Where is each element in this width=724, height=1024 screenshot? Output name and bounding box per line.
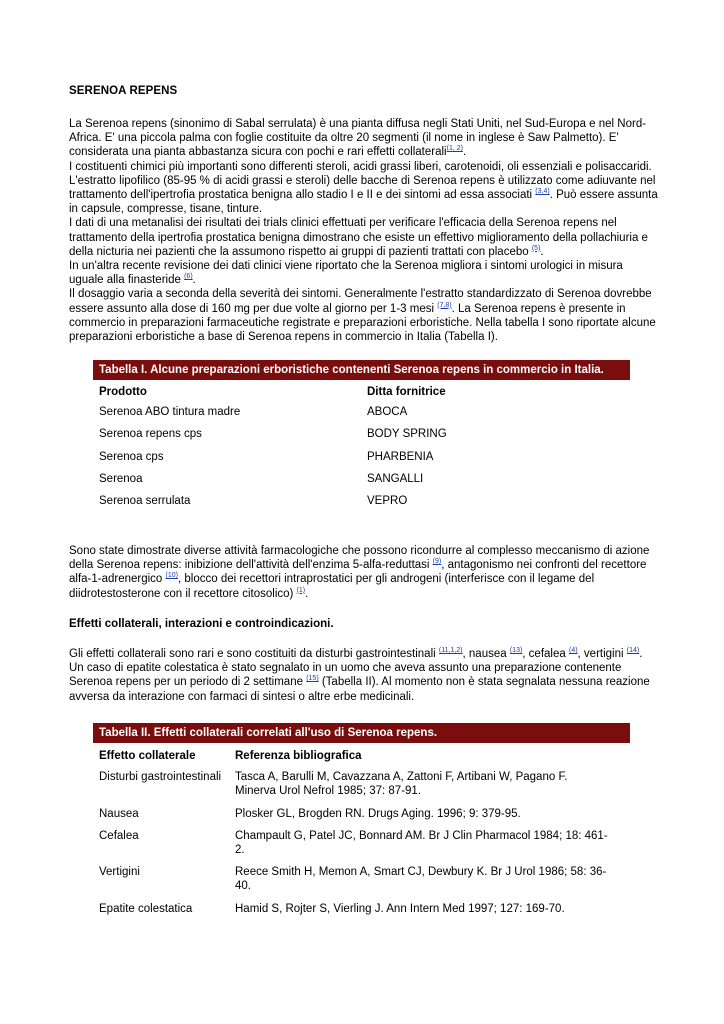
paragraph-text: , nausea: [462, 648, 507, 660]
table-2-header-reference: Referenza bibliografica: [235, 750, 362, 762]
table-2-header-effect: Effetto collaterale: [99, 750, 196, 762]
table-cell: VEPRO: [367, 495, 408, 508]
table-cell: Nausea: [99, 807, 139, 820]
citation-link[interactable]: (9): [432, 558, 442, 566]
citation-link[interactable]: (3,4): [535, 188, 550, 196]
table-cell: Vertigini: [99, 866, 140, 879]
paragraph-text: .: [305, 587, 309, 600]
table-cell: Serenoa repens cps: [99, 428, 202, 441]
paragraph-text: La Serenoa repens (sinonimo di Sabal serrulata) è una pianta diffusa negli Stati Uniti, nel Sud-Europa e nel Nord-Africa. E' una piccola palma con foglie costituite da oltre 20 segmenti (il nome in inglese è Saw Palmetto). E' considerata una pianta abbastanza sicura con pochi e rari effetti collaterali: [69, 118, 647, 159]
table-1-header-product: Prodotto: [99, 386, 147, 398]
citation-link[interactable]: (6): [184, 273, 193, 281]
table-cell: Serenoa ABO tintura madre: [99, 406, 241, 419]
paragraph-text: , vertigini: [577, 648, 624, 660]
paragraph-text: , cefalea: [522, 648, 566, 660]
paragraph-text: I costituenti chimici più importanti sono differenti steroli, acidi grassi liberi, carotenoidi, oli essenziali e polisaccaridi. L'estratto lipofilico (85-95 % di acidi grassi e steroli) delle bacche di Serenoa repens è utilizzato come adiuvante nel trattamento dell'ipertrofia prostatica benigna allo stadio I e II e dei sintomi ad essa associati: [69, 160, 656, 202]
table-row: [93, 450, 630, 472]
paragraph-text: Gli effetti collaterali sono rari e sono costituiti da disturbi gastrointestinali: [69, 648, 436, 660]
paragraph-text: I dati di una metanalisi dei risultati dei trials clinici effettuati per verificare l'efficacia della Serenoa repens nel trattamento della ipertrofia prostatica benigna dimostrano che esiste un effettivo miglioramento della pollachiuria e della nicturia nei pazienti che la assumono rispetto ai gruppi di pazienti trattati con placebo: [69, 217, 648, 258]
paragraph-text: (Tabella II). Al momento non è stata segnalata nessuna reazione avversa da interazione con farmaci di sintesi o altre erbe medicinali.: [69, 676, 650, 703]
table-cell: Champault G, Patel JC, Bonnard AM. Br J Clin Pharmacol 1984; 18: 461-2.: [235, 829, 608, 857]
table-cell: Hamid S, Rojter S, Vierling J. Ann Intern Med 1997; 127: 169-70.: [235, 902, 565, 915]
table-cell: Plosker GL, Brogden RN. Drugs Aging. 1996; 9: 379-95.: [235, 807, 521, 820]
table-cell: ABOCA: [367, 406, 408, 419]
table-row: [93, 427, 630, 449]
document-title: SERENOA REPENS: [69, 85, 178, 97]
table-row: [93, 472, 630, 494]
table-2: [93, 723, 630, 916]
table-2-caption: Tabella II. Effetti collaterali correlati all'uso di Serenoa repens.: [93, 723, 630, 743]
table-cell: BODY SPRING: [367, 428, 447, 441]
mechanism-paragraph: [69, 544, 659, 601]
citation-link[interactable]: (13): [509, 647, 523, 654]
paragraph-text: .: [462, 146, 467, 159]
table-row: [93, 494, 630, 508]
table-1-header-supplier: Ditta fornitrice: [367, 386, 446, 398]
paragraph-text: , antagonismo nei confronti del recettore alfa-1-adrenergico: [69, 559, 647, 586]
citation-link[interactable]: (10): [165, 572, 178, 580]
citation-link[interactable]: (1, 2): [446, 145, 463, 153]
table-cell: Tasca A, Barulli M, Cavazzana A, Zattoni F, Artibani W, Pagano F. Minerva Urol Nefrol 1985; 37: 87-91.: [235, 771, 568, 798]
table-cell: Reece Smith H, Memon A, Smart CJ, Dewbury K. Br J Urol 1986; 58: 36-40.: [235, 866, 607, 893]
paragraph-text: .: [192, 274, 196, 287]
citation-link[interactable]: (14): [626, 647, 640, 654]
paragraph-text: Sono state dimostrate diverse attività farmacologiche che possono ricondurre al complesso meccanismo di azione della Serenoa repens: inibizione dell'attività dell'enzima 5-alfa-reduttasi: [69, 545, 650, 572]
side-effects-paragraph: [69, 647, 659, 704]
intro-paragraph: [69, 117, 659, 344]
section-heading: Effetti collaterali, interazioni e controindicazioni.: [69, 618, 334, 630]
table-row: [93, 770, 630, 806]
table-cell: Epatite colestatica: [99, 902, 193, 915]
table-cell: Cefalea: [99, 829, 139, 842]
table-cell: Serenoa cps: [99, 450, 164, 463]
table-row: [93, 865, 630, 901]
table-cell: SANGALLI: [367, 472, 424, 485]
table-1-caption: Tabella I. Alcune preparazioni erboristiche contenenti Serenoa repens in commercio in Italia.: [93, 360, 630, 380]
table-cell: Disturbi gastrointestinali: [99, 771, 222, 784]
table-row: [93, 902, 630, 916]
paragraph-text: , blocco dei recettori intraprostatici per gli androgeni (interferisce con il legame del diidrotestosterone con il recettore citosolico): [69, 573, 595, 600]
table-row: [93, 807, 630, 829]
paragraph-text: . Può essere assunta in capsule, compresse, tisane, tinture.: [69, 189, 658, 216]
citation-link[interactable]: (15): [306, 675, 319, 683]
citation-link[interactable]: (11,1,2): [438, 647, 463, 654]
table-cell: Serenoa: [99, 472, 143, 485]
table-1: [93, 360, 630, 508]
citation-link[interactable]: (5): [531, 244, 541, 252]
paragraph-text: .: [540, 245, 544, 258]
table-row: [93, 829, 630, 865]
citation-link[interactable]: (7,8): [437, 301, 452, 309]
table-cell: Serenoa serrulata: [99, 495, 191, 508]
paragraph-text: Il dosaggio varia a seconda della severità dei sintomi. Generalmente l'estratto standardizzato di Serenoa dovrebbe essere assunto alla dose di 160 mg per due volte al giorno per 1-3 mesi: [69, 288, 652, 315]
table-row: [93, 405, 630, 427]
paragraph-text: . La Serenoa repens è presente in commercio in preparazioni farmaceutiche registrate e preparazioni erboristiche. Nella tabella I sono riportate alcune preparazioni erboristiche a base di Serenoa repens in commercio in Italia (Tabella I).: [69, 302, 656, 344]
table-cell: PHARBENIA: [367, 450, 434, 463]
citation-link[interactable]: (1): [296, 586, 306, 594]
citation-link[interactable]: (4): [568, 647, 578, 654]
paragraph-text: In un'altra recente revisione dei dati clinici viene riportato che la Serenoa migliora i sintomi urologici in misura uguale alla finasteride: [69, 260, 623, 287]
paragraph-text: . Un caso di epatite colestatica è stato segnalato in un uomo che aveva assunto una preparazione contenente Serenoa repens per un periodo di 2 settimane: [69, 648, 643, 689]
